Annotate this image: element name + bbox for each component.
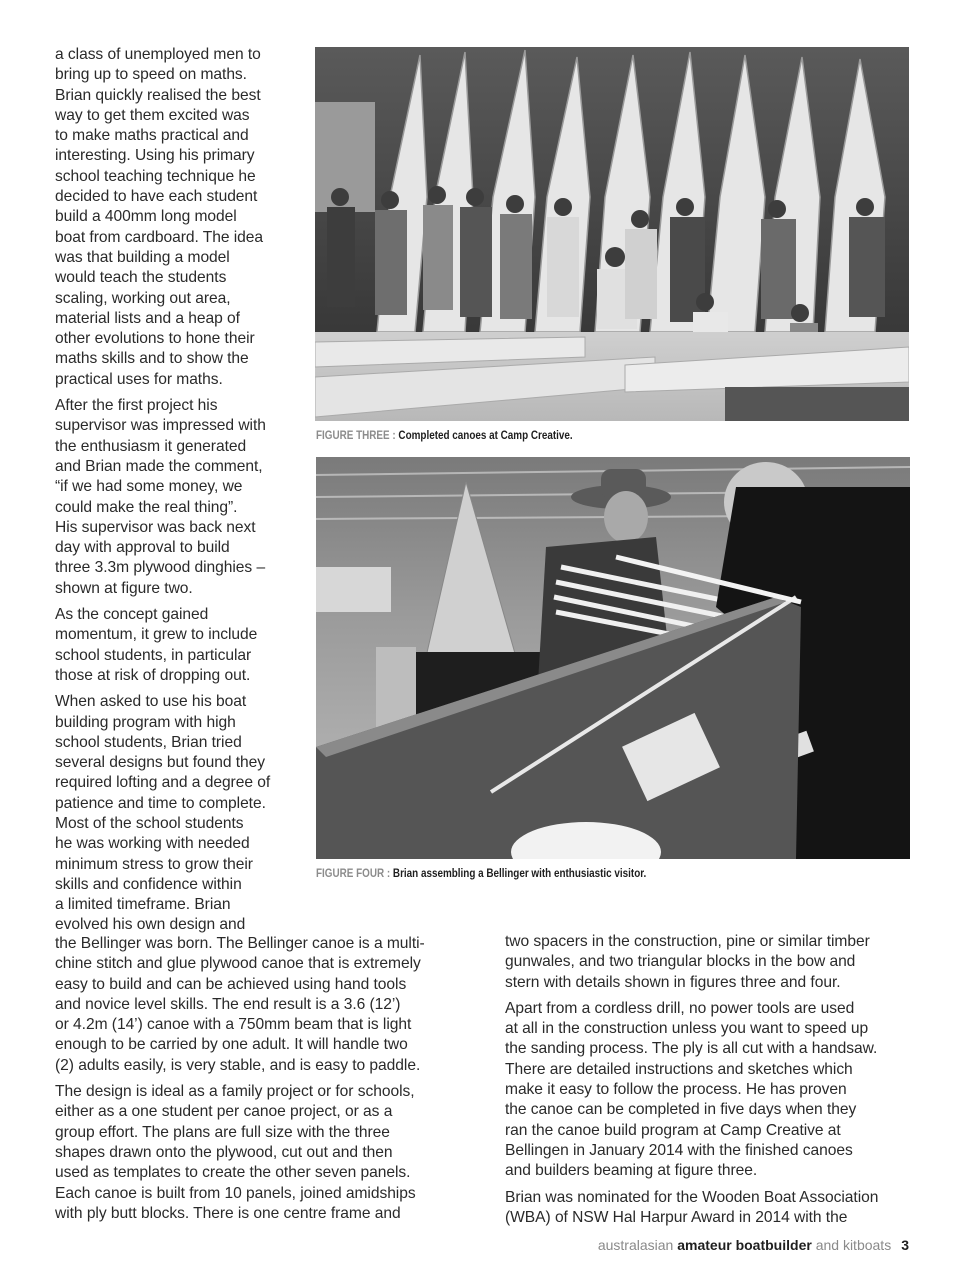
text-line: shown at figure two.	[55, 579, 193, 597]
text-line: or 4.2m (14’) canoe with a 750mm beam that is light	[55, 1016, 412, 1034]
figure-three-caption	[316, 430, 573, 442]
paragraph-spacers	[505, 932, 915, 993]
text-line: When asked to use his boat	[55, 693, 247, 711]
footer-publication-name: amateur boatbuilder	[677, 1237, 812, 1253]
figure-four-caption-text: Brian assembling a Bellinger with enthusiastic visitor.	[392, 868, 647, 880]
text-line: Bellingen in January 2014 with the finished canoes	[505, 1141, 853, 1159]
text-line: day with approval to build	[55, 539, 230, 557]
text-line: school students, in particular	[55, 646, 252, 664]
text-line: school students, Brian tried	[55, 733, 242, 751]
text-line: three 3.3m plywood dinghies –	[55, 559, 266, 577]
text-line: gunwales, and two triangular blocks in the bow and	[505, 953, 856, 971]
text-line: supervisor was impressed with	[55, 417, 266, 435]
text-line: the enthusiasm it generated	[55, 437, 247, 455]
figure-four-caption	[316, 868, 646, 880]
bottom-right-column-text	[505, 932, 915, 1234]
text-line: Apart from a cordless drill, no power tools are used	[505, 999, 855, 1017]
text-line: make it easy to follow the process. He has proven	[505, 1081, 847, 1099]
page-number: 3	[901, 1237, 909, 1253]
text-line: those at risk of dropping out.	[55, 666, 251, 684]
text-line: used as templates to create the other seven panels.	[55, 1164, 411, 1182]
text-line: building program with high	[55, 713, 236, 731]
text-line: several designs but found they	[55, 754, 266, 772]
text-line: at all in the construction unless you want to speed up	[505, 1020, 869, 1038]
text-line: momentum, it grew to include	[55, 626, 258, 644]
bottom-left-column-text	[55, 934, 475, 1230]
text-line: could make the real thing”.	[55, 498, 238, 516]
text-line: patience and time to complete.	[55, 794, 266, 812]
text-line: decided to have each student	[55, 188, 258, 206]
text-line: There are detailed instructions and sketches which	[505, 1060, 853, 1078]
text-line: the Bellinger was born. The Bellinger canoe is a multi-	[55, 935, 425, 952]
text-line: school teaching technique he	[55, 167, 256, 185]
paragraph-high-school	[55, 692, 305, 936]
text-line: with ply butt blocks. There is one centre frame and	[55, 1204, 401, 1222]
text-line: other evolutions to hone their	[55, 330, 255, 348]
text-line: would teach the students	[55, 269, 227, 287]
canoes-photo-illustration	[315, 47, 909, 421]
paragraph-power-tools	[505, 999, 915, 1182]
text-line: Most of the school students	[55, 814, 244, 832]
figure-three-label: FIGURE THREE :	[316, 430, 399, 442]
text-line: skills and confidence within	[55, 875, 242, 893]
text-line: the canoe can be completed in five days when they	[505, 1101, 857, 1119]
text-line: (WBA) of NSW Hal Harpur Award in 2014 with the	[505, 1208, 848, 1226]
text-line: The design is ideal as a family project or for schools,	[55, 1083, 415, 1101]
text-line: way to get them excited was	[55, 106, 250, 124]
figure-three-caption-text: Completed canoes at Camp Creative.	[398, 430, 573, 442]
text-line: was that building a model	[55, 248, 230, 266]
text-line: His supervisor was back next	[55, 518, 256, 536]
text-line: (2) adults easily, is very stable, and is easy to paddle.	[55, 1056, 421, 1074]
text-line: build a 400mm long model	[55, 208, 237, 226]
footer-publication-prefix: australasian	[597, 1237, 678, 1253]
text-line: boat from cardboard. The idea	[55, 228, 264, 246]
text-line: material lists and a heap of	[55, 309, 240, 327]
text-line: group effort. The plans are full size with the three	[55, 1123, 390, 1141]
text-line: Brian quickly realised the best	[55, 86, 261, 104]
canoe-assembly-photo-illustration	[316, 457, 910, 859]
text-line: two spacers in the construction, pine or similar timber	[505, 933, 870, 950]
text-line: Brian was nominated for the Wooden Boat Association	[505, 1188, 879, 1206]
text-line: the sanding process. The ply is all cut with a handsaw.	[505, 1040, 878, 1058]
text-line: easy to build and can be achieved using hand tools	[55, 975, 407, 993]
text-line: After the first project his	[55, 397, 218, 415]
text-line: As the concept gained	[55, 606, 209, 624]
page-footer	[598, 1237, 909, 1253]
text-line: to make maths practical and	[55, 127, 249, 145]
text-line: scaling, working out area,	[55, 289, 231, 307]
text-line: either as a one student per canoe project, or as a	[55, 1103, 393, 1121]
text-line: ran the canoe build program at Camp Creative at	[505, 1121, 841, 1139]
figure-four-photo	[316, 457, 910, 859]
text-line: “if we had some money, we	[55, 478, 243, 496]
text-line: minimum stress to grow their	[55, 855, 253, 873]
text-line: maths skills and to show the	[55, 350, 249, 368]
text-line: a class of unemployed men to	[55, 46, 261, 63]
paragraph-design-ideal	[55, 1082, 475, 1224]
paragraph-wba-award	[505, 1188, 915, 1229]
text-line: and builders beaming at figure three.	[505, 1162, 758, 1180]
text-line: and Brian made the comment,	[55, 457, 263, 475]
text-line: required lofting and a degree of	[55, 774, 271, 792]
text-line: a limited timeframe. Brian	[55, 896, 231, 914]
paragraph-concept	[55, 605, 305, 686]
paragraph-first-project	[55, 396, 305, 599]
text-line: enough to be carried by one adult. It will handle two	[55, 1036, 408, 1054]
text-line: stern with details shown in figures three and four.	[505, 973, 841, 991]
paragraph-bellinger-born	[55, 934, 475, 1076]
text-line: he was working with needed	[55, 835, 250, 853]
text-line: practical uses for maths.	[55, 370, 223, 388]
text-line: bring up to speed on maths.	[55, 66, 247, 84]
figure-four-label: FIGURE FOUR :	[316, 868, 393, 880]
text-line: Each canoe is built from 10 panels, joined amidships	[55, 1184, 416, 1202]
figure-three-photo	[315, 47, 909, 421]
text-line: interesting. Using his primary	[55, 147, 255, 165]
text-line: chine stitch and glue plywood canoe that is extremely	[55, 955, 421, 973]
text-line: shapes drawn onto the plywood, cut out and then	[55, 1143, 393, 1161]
paragraph-maths-class	[55, 45, 305, 390]
text-line: and novice level skills. The end result is a 3.6 (12’)	[55, 995, 401, 1013]
left-column-text	[55, 45, 305, 942]
footer-publication-suffix: and kitboats	[811, 1237, 892, 1253]
text-line: evolved his own design and	[55, 916, 246, 934]
